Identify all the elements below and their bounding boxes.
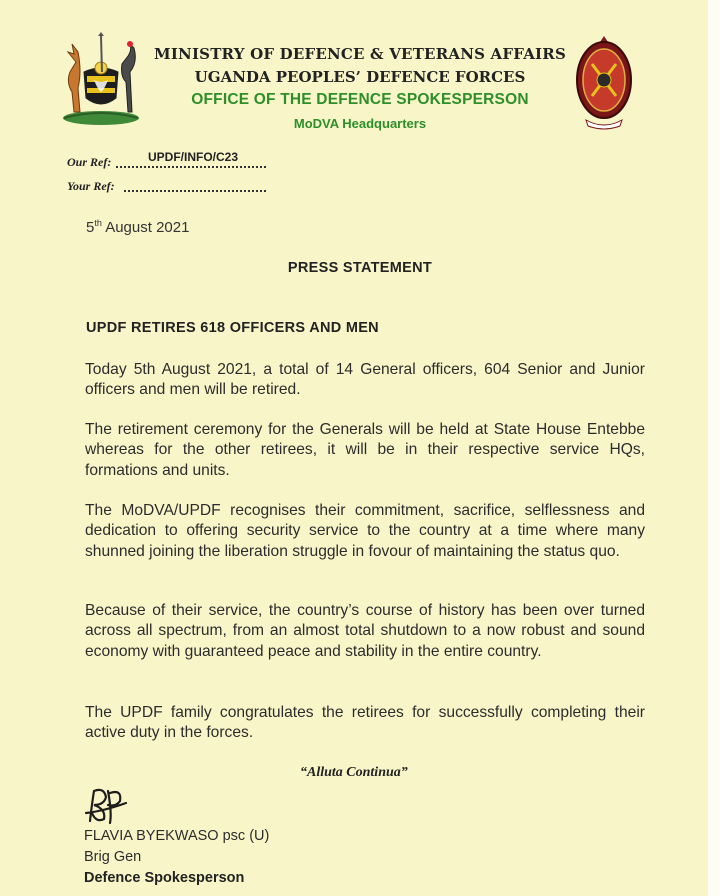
- signatory-rank: Brig Gen: [84, 849, 142, 865]
- signatory-name: FLAVIA BYEKWASO psc (U): [84, 828, 270, 844]
- your-ref-label: Your Ref:: [67, 179, 115, 193]
- your-ref-line: [124, 190, 266, 192]
- paragraph: The retirement ceremony for the Generals will be held at State House Entebbe whereas for the other retirees, it will be in their respective service HQs, formations and units.: [85, 421, 645, 479]
- letter-date: 5th August 2021: [86, 218, 190, 236]
- paragraph: The MoDVA/UPDF recognises their commitment, sacrifice, selflessness and dedication to offering security service to the country at a time where many shunned joining the liberation struggle in fovour of maintaining the status quo.: [85, 502, 645, 560]
- our-ref-value: UPDF/INFO/C23: [148, 150, 239, 164]
- forces-name: UGANDA PEOPLES’ DEFENCE FORCES: [194, 68, 526, 86]
- paragraph: The UPDF family congratulates the retirees for successfully completing their active duty in the forces.: [85, 704, 645, 742]
- our-ref-label: Our Ref:: [67, 155, 112, 169]
- subject-line: UPDF RETIRES 618 OFFICERS AND MEN: [86, 320, 379, 336]
- our-ref-line: [116, 166, 266, 168]
- uganda-coat-of-arms-icon: [58, 32, 144, 128]
- ministry-name: MINISTRY OF DEFENCE & VETERANS AFFAIRS: [154, 45, 566, 63]
- office-name: OFFICE OF THE DEFENCE SPOKESPERSON: [191, 91, 529, 108]
- paragraph: Today 5th August 2021, a total of 14 General officers, 604 Senior and Junior officers and men will be retired.: [85, 361, 645, 399]
- page-edge: [708, 0, 720, 896]
- updf-emblem-icon: [572, 34, 636, 132]
- document-title: PRESS STATEMENT: [287, 260, 433, 276]
- paragraph: Because of their service, the country’s course of history has been over turned across all spectrum, from an almost total shutdown to a now robust and sound economy with guaranteed peace and stability in the entire country.: [85, 602, 645, 660]
- closing-motto: “Alluta Continua”: [300, 765, 408, 780]
- handwritten-signature: [82, 783, 130, 825]
- headquarters-name: MoDVA Headquarters: [293, 116, 427, 131]
- signatory-title: Defence Spokesperson: [84, 870, 245, 886]
